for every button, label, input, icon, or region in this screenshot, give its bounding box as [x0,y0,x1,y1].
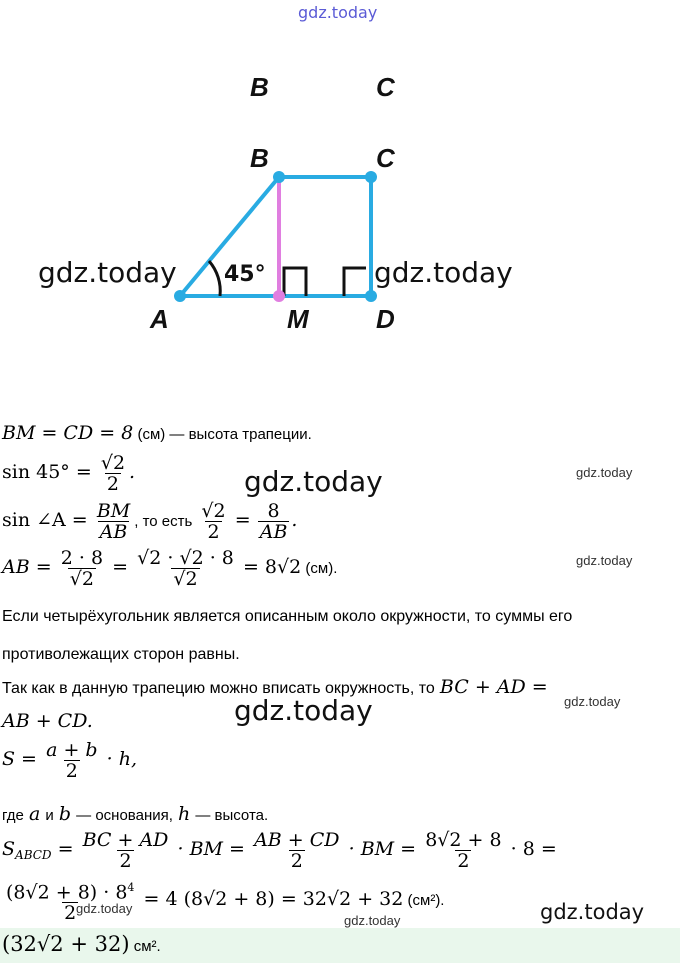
label-top-c: C [376,72,395,102]
paragraph-4: AB + CD. [2,710,93,732]
label-d: D [376,304,395,334]
line-final-calc: $\frac{(8√2 + 8) \cdot 8^4}{2}$ = 4 (8√2 + 8) = 32√2 + 32 (см²). [6,881,445,925]
paragraph-3: Так как в данную трапецию можно вписать окружность, то BC + AD = [2,676,548,698]
label-a: A [150,304,169,334]
watermark-right: gdz.today [540,900,645,924]
label-c: C [376,143,395,173]
point-a [174,290,186,302]
watermark-mid-2: gdz.today [234,694,373,727]
label-top-b: B [250,72,269,102]
watermark-small-4: gdz.today [76,901,133,916]
right-angle-m [284,268,306,296]
paragraph-1: Если четырёхугольник является описанным около окружности, то суммы его [2,608,573,625]
watermark-figure-left: gdz.today [38,256,177,289]
watermark-small-3: gdz.today [564,694,621,709]
line-sin45: sin 45° = $\frac{√2}{2}$ . [2,452,136,495]
line-sin-a: sin ∠A = $\frac{BM}{AB}$ , то есть $\frac{√2}{2}$ = $\frac{8}{AB}$ . [2,500,298,543]
line-s-abcd: $S_{ABCD}$ = $\frac{BC + AD}{2}$ · BM = $\frac{AB + CD}{2}$ · BM = $\frac{8√2 + 8}{2}$ · 8 = [2,829,557,872]
angle-label: 45° [224,262,266,287]
watermark-small-2: gdz.today [576,553,633,568]
right-angle-d [344,268,366,296]
line-bm-cd: BM = CD = 8 (см) — высота трапеции. [2,422,312,444]
watermark-small-1: gdz.today [576,465,633,480]
line-ab: AB = $\frac{2 \cdot 8}{√2}$ = $\frac{√2 \cdot √2 \cdot 8}{√2}$ = 8√2 (см). [2,547,338,590]
point-d [365,290,377,302]
watermark-figure-right: gdz.today [374,256,513,289]
trapezoid-outline [180,177,371,296]
paragraph-2: противолежащих сторон равны. [2,646,240,663]
watermark-small-5: gdz.today [344,913,401,928]
watermark-top: gdz.today [298,3,378,22]
point-m [273,290,285,302]
answer-line: (32√2 + 32) см². [2,932,161,956]
label-m: M [287,304,309,334]
line-where: где a и b — основания, h — высота. [2,803,269,825]
trapezoid-figure [0,60,680,340]
angle-arc-a [209,261,220,296]
label-b: B [250,143,269,173]
watermark-mid-1: gdz.today [244,465,383,498]
point-b [273,171,285,183]
line-area-formula: S = $\frac{a + b}{2}$ · h, [2,739,138,782]
